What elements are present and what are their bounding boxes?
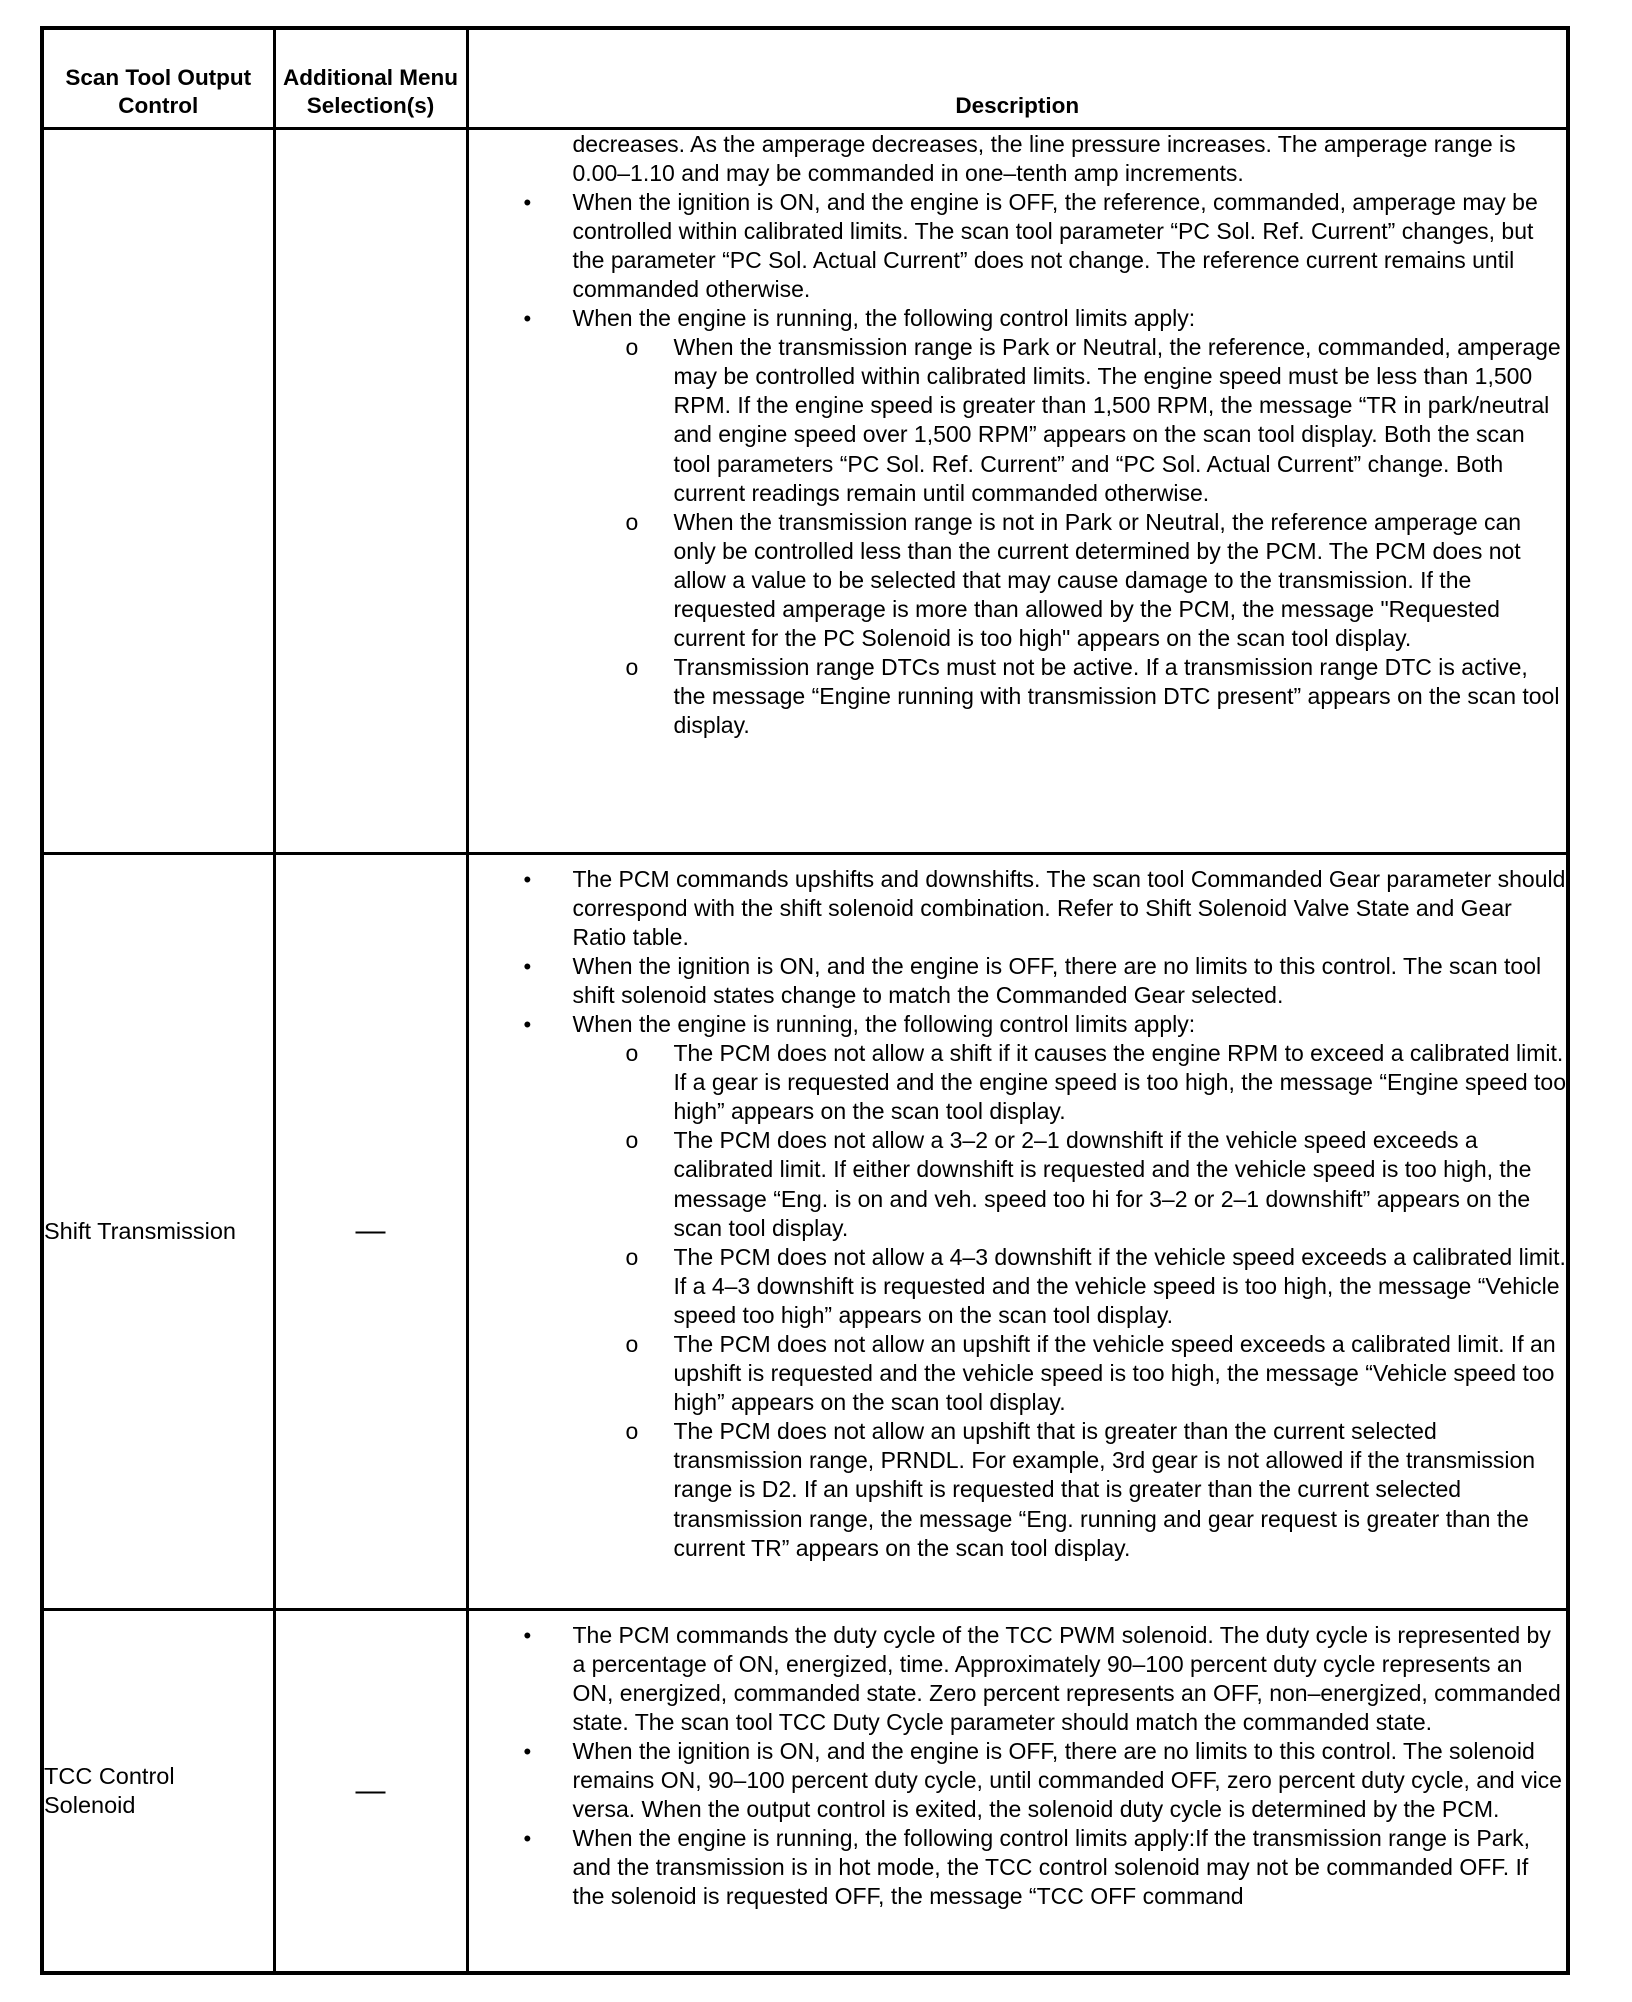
sub-bullet-text: Transmission range DTCs must not be active. If a transmission range DTC is active, the message “Engine running with transmission DTC present” appears on the scan tool display. (673, 654, 1560, 739)
sub-bullet-text: When the transmission range is Park or Neutral, the reference, commanded, amperage may be controlled within calibrated limits. The engine speed must be less than 1,500 RPM. If the engine speed is greater than 1,500 RPM, the message “TR in park/neutral and engine speed over 1,500 RPM” appears on the scan tool display. Both the scan tool parameters “PC Sol. Ref. Current” and “PC Sol. Actual Current” change. Both current readings remain until commanded otherwise. (673, 334, 1561, 506)
table-row (42, 853, 1568, 1609)
bullet-text: When the ignition is ON, and the engine is OFF, the reference, commanded, amperage may be controlled within calibrated limits. The scan tool parameter “PC Sol. Ref. Current” changes, but the parameter “PC Sol. Actual Current” does not change. The reference current remains until commanded otherwise. (572, 188, 1538, 302)
bullet-text: When the ignition is ON, and the engine is OFF, there are no limits to this control. The scan tool shift solenoid states change to match the Commanded Gear selected. (572, 952, 1542, 1008)
bullet-text: The PCM commands the duty cycle of the TCC PWM solenoid. The duty cycle is represented by a percentage of ON, energized, time. Approximately 90–100 percent duty cycle represents an ON, energized, commanded state. Zero percent represents an OFF, non–energized, commanded state. The scan tool TCC Duty Cycle parameter should match the commanded state. (572, 1621, 1561, 1735)
sub-bullet-text: The PCM does not allow an upshift that is greater than the current selected transmission range, PRNDL. For example, 3rd gear is not allowed if the transmission range is D2. If an upshift is requested that is greater than the current selected transmission range, the message “Eng. running and gear request is greater than the current TR” appears on the scan tool display. (673, 1418, 1536, 1561)
sub-bullet-icon: o (625, 1243, 639, 1270)
control-cell (42, 128, 274, 853)
description-cell (467, 128, 1568, 853)
sub-bullet-item (469, 1039, 1567, 1126)
sub-bullet-item (469, 508, 1567, 653)
bullet-item (469, 1010, 1567, 1039)
bullet-item (469, 304, 1567, 333)
sub-bullet-icon: o (625, 1331, 639, 1357)
bullet-icon: • (523, 866, 532, 892)
bullet-icon: • (523, 1622, 532, 1648)
table-row (42, 128, 1568, 853)
bullet-item (469, 1824, 1567, 1911)
menu-cell: — (274, 1609, 467, 1973)
sub-bullet-icon: o (625, 1040, 639, 1067)
bullet-icon: • (523, 189, 532, 215)
bullet-icon: • (523, 306, 532, 332)
menu-cell (274, 128, 467, 853)
description-cell (467, 1609, 1568, 1973)
bullet-icon: • (523, 1738, 532, 1764)
sub-bullet-text: The PCM does not allow a 3–2 or 2–1 downshift if the vehicle speed exceeds a calibrated limit. If either downshift is requested and the vehicle speed is too high, the message “Eng. is on and veh. speed too hi for 3–2 or 2–1 downshift” appears on the scan tool display. (673, 1127, 1532, 1241)
header-description: Description (467, 28, 1568, 128)
sub-bullet-icon: o (625, 1127, 639, 1154)
continuation-text: decreases. As the amperage decreases, the line pressure increases. The amperage range is 0.00–1.10 and may be commanded in one–tenth amp increments. (572, 130, 1516, 186)
bullet-text: When the engine is running, the following control limits apply: (572, 305, 1196, 332)
sub-bullet-item (469, 1330, 1567, 1417)
bullet-icon: • (523, 953, 532, 979)
sub-bullet-item (469, 1243, 1567, 1330)
table-row (42, 1609, 1568, 1973)
bullet-item (469, 865, 1567, 952)
bullet-text: The PCM commands upshifts and downshifts. The scan tool Commanded Gear parameter should correspond with the shift solenoid combination. Refer to Shift Solenoid Valve State and Gear Ratio table. (572, 865, 1566, 950)
sub-bullet-icon: o (625, 334, 639, 361)
sub-bullet-item (469, 1126, 1567, 1242)
sub-bullet-text: When the transmission range is not in Park or Neutral, the reference amperage can only be controlled less than the current determined by the PCM. The PCM does not allow a value to be selected that may cause damage to the transmission. If the requested amperage is more than allowed by the PCM, the message "Requested current for the PC Solenoid is too high" appears on the scan tool display. (673, 508, 1522, 652)
sub-bullet-item (469, 1417, 1567, 1562)
sub-bullet-text: The PCM does not allow a 4–3 downshift if the vehicle speed exceeds a calibrated limit. If a 4–3 downshift is requested and the vehicle speed is too high, the message “Vehicle speed too high” appears on the scan tool display. (673, 1243, 1566, 1328)
bullet-icon: • (523, 1011, 532, 1037)
bullet-text: When the ignition is ON, and the engine is OFF, there are no limits to this control. The solenoid remains ON, 90–100 percent duty cycle, until commanded OFF, zero percent duty cycle, and vice versa. When the output control is exited, the solenoid duty cycle is determined by the PCM. (572, 1737, 1562, 1823)
bullet-item (469, 952, 1567, 1010)
menu-cell: — (274, 853, 467, 1609)
bullet-item (469, 1621, 1567, 1737)
sub-bullet-item (469, 333, 1567, 508)
sub-bullet-icon: o (625, 508, 639, 535)
header-additional-menu-selections: Additional Menu Selection(s) (274, 28, 467, 128)
control-cell: Shift Transmission (42, 853, 274, 1609)
bullet-icon: • (523, 1826, 532, 1852)
header-row (42, 28, 1568, 128)
description-cell (467, 853, 1568, 1609)
control-cell: TCC Control Solenoid (42, 1609, 274, 1973)
bullet-text: When the engine is running, the following control limits apply:If the transmission range is Park, and the transmission is in hot mode, the TCC control solenoid may not be commanded OFF. If the solenoid is requested OFF, the message “TCC OFF command (572, 1825, 1531, 1910)
sub-bullet-icon: o (625, 1418, 639, 1445)
sub-bullet-icon: o (625, 654, 639, 681)
bullet-item (469, 188, 1567, 304)
output-control-table (40, 26, 1570, 1975)
sub-bullet-text: The PCM does not allow an upshift if the vehicle speed exceeds a calibrated limit. If an upshift is requested and the vehicle speed is too high, the message “Vehicle speed too high” appears on the scan tool display. (673, 1331, 1556, 1416)
sub-bullet-text: The PCM does not allow a shift if it causes the engine RPM to exceed a calibrated limit. If a gear is requested and the engine speed is too high, the message “Engine speed too high” appears on the scan tool display. (673, 1040, 1567, 1125)
header-scan-tool-output-control: Scan Tool Output Control (42, 28, 274, 128)
sub-bullet-item (469, 653, 1567, 740)
bullet-text: When the engine is running, the following control limits apply: (572, 1010, 1196, 1037)
bullet-item (469, 1737, 1567, 1824)
